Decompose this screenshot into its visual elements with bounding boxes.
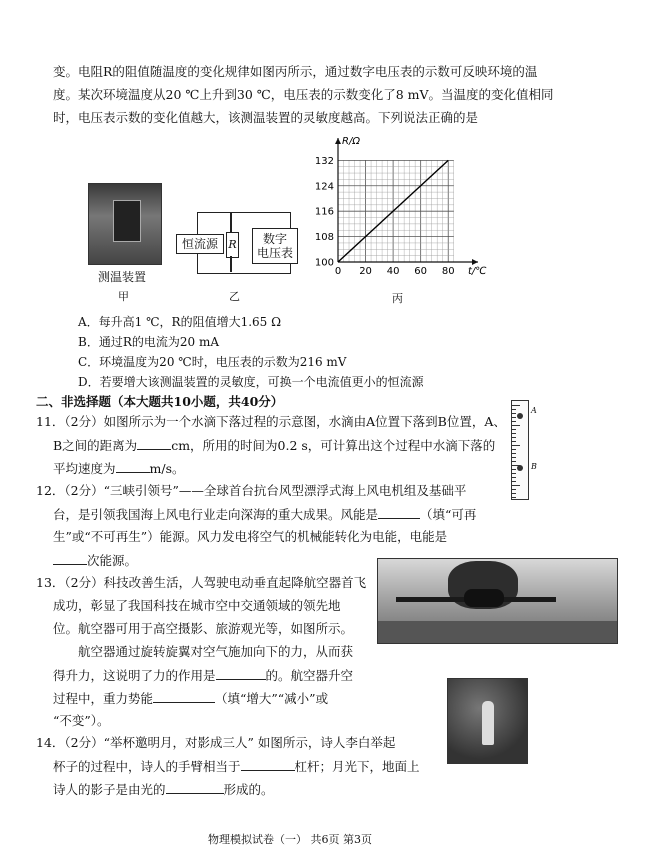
option-b: B．通过R的电流为20 mA [78, 335, 219, 349]
ruler-tick [512, 425, 520, 426]
resistor-wire-bottom [230, 256, 232, 272]
y-axis-arrow [335, 138, 341, 144]
digital-voltmeter: 数字 电压表 [252, 228, 298, 264]
ruler-tick [512, 437, 516, 438]
water-drop-b [517, 465, 523, 471]
q13-text-3: 位。航空器可用于高空摄影、旅游观光等，如图所示。 [53, 621, 354, 636]
q11-number: 11． [36, 414, 65, 429]
resistance-temperature-chart [300, 128, 490, 286]
chart-axes [335, 138, 478, 265]
x-tick-label: 40 [386, 266, 400, 277]
q12-text-3: 生”或“不可再生”）能源。风力发电将空气的机械能转化为电能，电能是 [53, 529, 448, 544]
q13-text-7: “不变”）。 [53, 713, 110, 728]
ruler-tick [512, 493, 516, 494]
q12-renewable-blank[interactable] [378, 506, 420, 519]
aircraft-cabin [464, 589, 504, 607]
chart-y-label: R/Ω [342, 136, 360, 147]
q14-number: 14． [36, 735, 65, 750]
x-tick-label: 60 [414, 266, 428, 277]
q14-text-2: 杯子的过程中，诗人的手臂相当于 杠杆；月光下，地面上 [53, 759, 420, 774]
intro-line-1: 变。电阻R的阻值随温度的变化规律如图丙所示，通过数字电压表的示数可反映环境的温 [53, 64, 538, 79]
resistor-r: R [226, 232, 239, 258]
ruler-tick [512, 457, 516, 458]
q14-text-3: 诗人的影子是由光的 形成的。 [53, 782, 274, 797]
q11-text-2: B之间的距离为 cm，所用的时间为0.2 s，可计算出这个过程中水滴下落的 [53, 438, 496, 453]
x-axis-arrow [472, 259, 478, 265]
ruler-tick [512, 421, 516, 422]
ruler-label-b: B [531, 462, 537, 471]
q11-text-3: 平均速度为 m/s。 [53, 461, 185, 476]
ruler-tick [512, 477, 516, 478]
option-a: A．每升高1 ℃，R的阻值增大1.65 Ω [78, 315, 282, 329]
ruler-tick [512, 473, 516, 474]
figure-bing-caption: 丙 [392, 292, 403, 305]
y-tick-label: 100 [314, 257, 334, 269]
ruler-tick [512, 429, 516, 430]
x-tick-label: 20 [359, 266, 372, 277]
x-tick-label: 80 [441, 266, 455, 277]
y-tick-label: 132 [314, 155, 334, 167]
figure-jia-caption: 甲 [118, 290, 129, 303]
q13-text-2: 成功，彰显了我国科技在城市空中交通领域的领先地 [53, 598, 341, 613]
ruler-tick [512, 445, 520, 446]
ruler-tick [512, 433, 516, 434]
option-d: D．若要增大该测温装置的灵敏度，可换一个电流值更小的恒流源 [78, 375, 424, 389]
x-tick-label: 0 [334, 266, 342, 277]
ruler-tick [512, 413, 516, 414]
resistor-wire-top [230, 213, 232, 232]
q12-energy-level-blank[interactable] [53, 552, 87, 565]
q14-text-1: 14．（2分）“举杯邀明月，对影成三人” 如图所示，诗人李白举起 [36, 735, 396, 750]
q13-text-4: 航空器通过旋转旋翼对空气施加向下的力，从而获 [78, 644, 354, 659]
poet-figure [482, 701, 494, 745]
constant-current-source: 恒流源 [176, 234, 224, 254]
q14-light-blank[interactable] [166, 781, 224, 794]
evtol-aircraft-photo [377, 558, 618, 644]
intro-line-2: 度。某次环境温度从20 ℃上升到30 ℃，电压表的示数变化了8 mV。当温度的变化值相同 [53, 87, 554, 102]
ruler-tick [512, 453, 516, 454]
ruler-tick [512, 489, 516, 490]
q13-energy-blank[interactable] [153, 690, 215, 703]
scale-ruler [511, 400, 529, 500]
q11-distance-blank[interactable] [137, 437, 171, 450]
poet-li-bai-image [447, 678, 528, 764]
figure-yi-caption: 乙 [229, 290, 240, 303]
ruler-tick [512, 461, 516, 462]
q11-text-1: 11．（2分）如图所示为一个水滴下落过程的示意图，水滴由A位置下落到B位置，A、 [36, 414, 506, 429]
q13-force-blank[interactable] [216, 667, 266, 680]
section-heading: 二、非选择题（本大题共10小题，共40分） [36, 394, 284, 409]
intro-line-3: 时，电压表示数的变化值越大，该测温装置的灵敏度越高。下列说法正确的是 [53, 110, 479, 125]
ruler-tick [512, 497, 516, 498]
q12-text-1: 12．（2分）“三峡引领号”——全球首台抗台风型漂浮式海上风电机组及基础平 [36, 483, 467, 498]
q13-number: 13． [36, 575, 65, 590]
ruler-tick [512, 409, 516, 410]
option-c: C．环境温度为20 ℃时，电压表的示数为216 mV [78, 355, 347, 369]
q12-text-4: 次能源。 [53, 552, 137, 569]
water-drop-a [517, 413, 523, 419]
q11-speed-blank[interactable] [116, 460, 150, 473]
ruler-tick [512, 417, 516, 418]
q13-text-5: 得升力，这说明了力的作用是 的。航空器升空 [53, 668, 354, 683]
q12-number: 12． [36, 483, 65, 498]
ruler-tick [512, 481, 516, 482]
y-tick-label: 124 [314, 181, 334, 193]
ruler-label-a: A [531, 406, 537, 415]
q13-text-1: 13．（2分）科技改善生活，人驾驶电动垂直起降航空器首飞 [36, 575, 367, 590]
ruler-tick [512, 449, 516, 450]
ruler-tick [512, 441, 516, 442]
page-footer: 物理模拟试卷（一） 共6页 第3页 [208, 833, 372, 846]
y-tick-label: 116 [314, 206, 334, 218]
ruler-tick [512, 405, 520, 406]
q13-text-6: 过程中，重力势能 （填“增大”“减小”或 [53, 691, 329, 706]
chart-x-label: t/℃ [468, 266, 487, 277]
y-tick-label: 108 [314, 232, 334, 244]
q14-lever-blank[interactable] [241, 758, 295, 771]
ruler-tick [512, 469, 516, 470]
q12-text-2: 台，是引领我国海上风电行业走向深海的重大成果。风能是 （填“可再 [53, 507, 477, 522]
thermometer-device-photo [88, 183, 162, 265]
device-label: 测温装置 [98, 270, 147, 284]
ruler-tick [512, 485, 520, 486]
